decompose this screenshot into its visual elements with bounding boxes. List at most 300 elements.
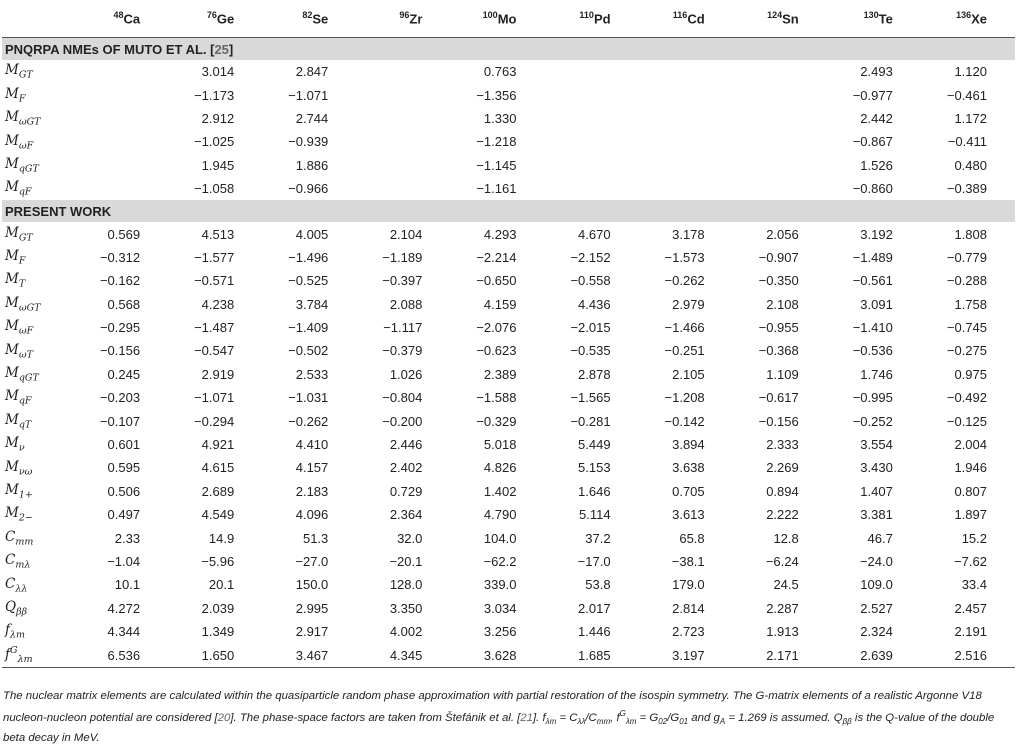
table-row — [2, 526, 1015, 549]
table-cell: 128.0 — [389, 577, 423, 593]
table-cell: 2.389 — [483, 366, 517, 382]
table-cell: 2.919 — [201, 366, 235, 382]
table-cell: −0.461 — [946, 87, 987, 103]
section-title: PNQRPA NMEs OF MUTO ET AL. [25] — [2, 38, 1015, 61]
table-cell: −0.107 — [99, 413, 141, 429]
table-row — [2, 363, 1015, 386]
table-cell: 4.096 — [295, 507, 329, 523]
row-label: $Q_{\beta\beta}$ — [5, 598, 28, 618]
column-header-mo: $^{100}$Mo — [450, 0, 544, 38]
table-cell: 4.549 — [201, 507, 235, 523]
table-cell: 150.0 — [295, 577, 329, 593]
table-cell: 4.345 — [356, 643, 450, 667]
table-cell: −0.558 — [570, 273, 611, 289]
table-cell: 4.513 — [201, 226, 235, 242]
table-cell: 1.330 — [483, 110, 517, 126]
table-cell: −1.409 — [288, 320, 329, 336]
table-cell: −0.502 — [288, 343, 329, 359]
table-cell: 4.615 — [201, 460, 235, 476]
table-row — [2, 503, 1015, 526]
table-cell: 2.039 — [201, 600, 235, 616]
table-cell: −1.466 — [664, 320, 705, 336]
table-cell: 4.344 — [107, 624, 141, 640]
table-row — [2, 433, 1015, 456]
table-cell: −1.573 — [664, 249, 705, 265]
table-cell: 1.026 — [389, 366, 423, 382]
column-header-ge: $^{76}$Ge — [168, 0, 262, 38]
header-blank — [2, 0, 74, 38]
table-cell: 3.467 — [262, 643, 356, 667]
table-cell: 32.0 — [397, 530, 423, 546]
table-cell — [356, 177, 450, 200]
table-cell: 2.088 — [389, 296, 423, 312]
table-cell: 2.493 — [860, 64, 893, 80]
row-label: $M_T$ — [5, 271, 26, 291]
table-cell: −24.0 — [859, 554, 893, 569]
table-cell: 15.2 — [961, 530, 987, 546]
table-cell: 2.878 — [578, 366, 611, 382]
table-cell: 2.446 — [389, 437, 423, 453]
table-cell: −0.623 — [476, 343, 517, 359]
row-label: $M_F$ — [5, 248, 26, 267]
table-cell: 10.1 — [114, 577, 141, 593]
table-cell: −2.152 — [570, 249, 611, 265]
table-cell: −1.071 — [194, 390, 235, 406]
table-cell — [544, 130, 638, 153]
section-title: PRESENT WORK — [2, 200, 1015, 222]
table-row — [2, 293, 1015, 316]
table-cell: −1.071 — [288, 87, 329, 103]
table-cell — [544, 83, 638, 106]
table-cell: 339.0 — [483, 577, 517, 593]
table-cell: 4.670 — [578, 226, 611, 242]
nme-table — [2, 0, 1015, 668]
table-cell: −17.0 — [577, 554, 611, 569]
table-cell: −5.96 — [201, 554, 235, 569]
table-cell: 2.287 — [766, 600, 799, 616]
section-header-present-work — [2, 200, 1015, 222]
column-header-cd: $^{116}$Cd — [639, 0, 733, 38]
table-cell: 4.436 — [578, 296, 611, 312]
table-cell: −0.281 — [570, 413, 611, 429]
table-cell: 2.017 — [578, 600, 611, 616]
table-cell: 1.446 — [578, 624, 611, 640]
table-cell: 3.430 — [860, 460, 893, 476]
table-cell: 2.171 — [733, 643, 827, 667]
table-cell: 1.650 — [168, 643, 262, 667]
row-label: $C_{\lambda\lambda}$ — [5, 575, 28, 595]
table-cell — [639, 60, 733, 83]
table-cell: −1.145 — [476, 157, 517, 173]
table-cell: −1.058 — [194, 181, 235, 197]
table-cell: 1.886 — [295, 157, 329, 173]
table-cell: 2.814 — [672, 600, 705, 616]
table-cell: 4.410 — [295, 437, 329, 453]
table-cell: −2.015 — [570, 320, 611, 336]
table-cell — [544, 107, 638, 130]
table-cell: 5.018 — [483, 437, 517, 453]
table-cell: 1.746 — [860, 366, 893, 382]
table-row — [2, 222, 1015, 245]
table-cell: 2.33 — [114, 530, 141, 546]
table-cell: 2.847 — [295, 64, 329, 80]
table-cell: 4.921 — [201, 437, 235, 453]
table-cell: −0.329 — [476, 413, 517, 429]
table-cell: −0.561 — [852, 273, 893, 289]
table-cell: 4.159 — [483, 296, 517, 312]
table-cell: 65.8 — [679, 530, 705, 546]
table-cell: −0.262 — [664, 273, 705, 289]
table-cell: −0.547 — [194, 343, 235, 359]
table-caption: The nuclear matrix elements are calculated within the quasiparticle random phase approximation with partial restoration of the isospin symmetry. The G-matrix elements of a realistic Argonne V18 nucleon-nucleon potential are considered [20]. The phase-space factors are taken from Štefánik et al. [21]. $f_{\lambda m} = C_{\lambda\lambda}/C_{mm}$, $f^G_{\lambda m} = G_{02}/G_{01}$ and $g_A = 1.269$ is assumed. $Q_{\beta\beta}$ is the Q-value of the double beta decay in MeV. — [3, 690, 995, 745]
row-label: $M_{\omega GT}$ — [5, 109, 41, 128]
table-row — [2, 409, 1015, 432]
table-row — [2, 386, 1015, 409]
table-cell: −1.565 — [570, 390, 611, 406]
table-cell: −0.275 — [946, 343, 987, 359]
table-row — [2, 107, 1015, 130]
table-cell — [544, 154, 638, 177]
table-cell: 2.402 — [389, 460, 423, 476]
column-header-xe: $^{136}$Xe — [921, 0, 1015, 38]
row-label: $f_{\lambda m}$ — [5, 622, 26, 642]
table-cell: 3.192 — [860, 226, 893, 242]
table-row — [2, 316, 1015, 339]
table-cell: −1.487 — [194, 320, 235, 336]
table-cell: 1.109 — [766, 366, 799, 382]
table-cell: 2.457 — [954, 600, 987, 616]
citation-link[interactable]: 21 — [520, 711, 533, 724]
table-cell: 2.364 — [389, 507, 423, 523]
row-label: $f^G_{\lambda m}$ — [2, 643, 74, 667]
row-label: $M_{1+}$ — [5, 481, 33, 501]
table-cell: 4.293 — [483, 226, 517, 242]
table-cell — [74, 107, 168, 130]
table-cell: 1.526 — [860, 157, 893, 173]
table-cell: 12.8 — [773, 530, 799, 546]
table-cell: −1.189 — [382, 249, 423, 265]
table-cell: −0.995 — [852, 390, 893, 406]
table-cell: −1.218 — [476, 134, 517, 150]
table-cell: −0.867 — [852, 134, 893, 150]
table-cell: 179.0 — [672, 577, 705, 593]
table-cell: 0.245 — [107, 366, 141, 382]
table-cell: −1.410 — [852, 320, 893, 336]
table-cell: −1.117 — [383, 320, 423, 336]
table-cell: −0.779 — [946, 249, 987, 265]
table-cell: −0.939 — [288, 134, 329, 150]
table-cell: 2.639 — [827, 643, 921, 667]
table-cell: 5.153 — [578, 460, 611, 476]
row-label: $C_{m\lambda}$ — [5, 552, 31, 571]
table-cell: 3.613 — [672, 507, 705, 523]
table-cell — [74, 130, 168, 153]
table-cell — [639, 83, 733, 106]
table-cell: 1.945 — [201, 157, 235, 173]
table-cell: 3.381 — [860, 507, 893, 523]
row-label: $M_{qT}$ — [5, 411, 32, 431]
table-cell: 4.005 — [295, 226, 329, 242]
table-cell: 2.527 — [860, 600, 893, 616]
table-cell: 3.197 — [639, 643, 733, 667]
table-cell: 3.554 — [860, 437, 893, 453]
table-row — [2, 456, 1015, 479]
table-cell — [733, 130, 827, 153]
table-cell: 0.763 — [483, 64, 517, 80]
table-cell: 2.104 — [389, 226, 423, 242]
table-cell: 2.744 — [295, 110, 329, 126]
row-label: $M_{\omega F}$ — [5, 318, 34, 337]
section-header-muto — [2, 38, 1015, 61]
table-cell: −0.966 — [288, 181, 329, 197]
table-cell: 0.497 — [107, 507, 141, 523]
column-header-se: $^{82}$Se — [262, 0, 356, 38]
table-cell: −0.977 — [852, 87, 893, 103]
table-cell: 1.646 — [578, 483, 611, 499]
table-cell: −0.860 — [852, 181, 893, 197]
table-cell: −27.0 — [295, 554, 329, 569]
table-cell: 5.449 — [578, 437, 611, 453]
column-header-zr: $^{96}$Zr — [356, 0, 450, 38]
table-cell: −1.496 — [288, 249, 329, 265]
column-header-pd: $^{110}$Pd — [544, 0, 638, 38]
table-cell: 2.222 — [766, 507, 799, 523]
table-row — [2, 573, 1015, 596]
citation-link[interactable]: 20 — [217, 711, 231, 724]
table-cell: −1.173 — [194, 87, 235, 103]
table-cell: −7.62 — [954, 554, 987, 569]
table-cell: 3.014 — [201, 64, 235, 80]
table-cell: 1.913 — [766, 624, 799, 640]
table-cell: −0.379 — [382, 343, 423, 359]
row-label: $M_{\nu\omega}$ — [5, 458, 33, 478]
table-cell — [356, 60, 450, 83]
table-row — [2, 643, 1015, 667]
table-cell: −0.745 — [946, 320, 987, 336]
table-cell: 3.034 — [483, 600, 517, 616]
column-header-ca: $^{48}$Ca — [74, 0, 168, 38]
table-cell: 4.272 — [107, 600, 141, 616]
table-cell: 3.638 — [672, 460, 705, 476]
table-cell — [733, 60, 827, 83]
table-cell — [74, 154, 168, 177]
table-cell: −2.076 — [476, 320, 517, 336]
table-cell: 4.157 — [295, 460, 329, 476]
table-cell: −0.368 — [758, 343, 799, 359]
table-row — [2, 550, 1015, 573]
table-cell: −62.2 — [483, 554, 517, 569]
table-cell: 1.172 — [954, 110, 987, 126]
table-cell: 2.183 — [295, 483, 329, 499]
table-cell: −1.208 — [664, 390, 705, 406]
table-cell: 14.9 — [208, 530, 235, 546]
table-cell — [733, 107, 827, 130]
table-cell — [356, 154, 450, 177]
table-cell: 24.5 — [773, 577, 799, 593]
table-cell: −0.397 — [382, 273, 423, 289]
table-cell: 2.995 — [295, 600, 329, 616]
table-cell: 6.536 — [74, 643, 168, 667]
table-cell: −6.24 — [765, 554, 799, 569]
table-cell: 2.533 — [295, 366, 329, 382]
table-cell — [733, 154, 827, 177]
table-cell — [639, 130, 733, 153]
table-cell: 3.628 — [450, 643, 544, 667]
table-cell: 1.897 — [954, 507, 987, 523]
table-cell: −1.588 — [476, 390, 517, 406]
table-cell: −38.1 — [671, 554, 705, 569]
table-cell: −2.214 — [476, 249, 517, 265]
table-cell: 2.689 — [201, 483, 235, 499]
table-cell — [639, 107, 733, 130]
row-label: $M_{qGT}$ — [5, 365, 39, 384]
table-cell: 2.442 — [860, 110, 893, 126]
table-cell — [639, 177, 733, 200]
table-cell: 2.105 — [672, 366, 705, 382]
table-cell: 2.191 — [954, 624, 987, 640]
table-cell: 1.349 — [201, 624, 235, 640]
table-cell: −1.489 — [852, 249, 893, 265]
table-cell: −0.536 — [852, 343, 893, 359]
header-row — [2, 0, 1015, 38]
table-row — [2, 60, 1015, 83]
table-cell: 3.894 — [672, 437, 705, 453]
table-cell: −0.200 — [382, 413, 423, 429]
table-cell: −0.350 — [758, 273, 799, 289]
table-row — [2, 246, 1015, 269]
table-cell: 5.114 — [578, 507, 611, 523]
column-header-sn: $^{124}$Sn — [733, 0, 827, 38]
table-cell: 0.595 — [107, 460, 141, 476]
table-cell: −0.312 — [99, 249, 141, 265]
table-cell: 3.256 — [483, 624, 517, 640]
table-cell: 2.324 — [860, 624, 893, 640]
table-cell: 2.056 — [766, 226, 799, 242]
table-cell: 109.0 — [860, 577, 893, 593]
table-cell — [356, 83, 450, 106]
table-cell: −0.156 — [99, 343, 141, 359]
table-cell: −0.617 — [758, 390, 799, 406]
table-cell: 2.269 — [766, 460, 799, 476]
table-row — [2, 597, 1015, 620]
table-cell: −0.262 — [288, 413, 329, 429]
table-cell: −0.571 — [194, 273, 235, 289]
row-label: $M_{\omega F}$ — [5, 132, 34, 152]
table-cell: 4.238 — [201, 296, 235, 312]
table-cell: −1.356 — [476, 87, 517, 103]
row-label: $M_{\omega GT}$ — [5, 294, 41, 314]
table-cell: −0.252 — [852, 413, 893, 429]
row-label: $M_\nu$ — [5, 435, 25, 454]
table-row — [2, 154, 1015, 177]
table-cell: −0.203 — [99, 390, 141, 406]
table-cell: 51.3 — [302, 530, 329, 546]
row-label: $M_{GT}$ — [5, 62, 33, 82]
table-cell: 33.4 — [961, 577, 987, 593]
table-cell: −0.294 — [194, 413, 235, 429]
table-cell: 2.912 — [201, 110, 235, 126]
table-cell: 0.705 — [672, 483, 705, 499]
table-cell: 37.2 — [585, 530, 611, 546]
table-cell: −1.025 — [194, 134, 235, 150]
table-cell: −1.577 — [194, 249, 235, 265]
table-cell: 53.8 — [585, 577, 611, 593]
table-cell: 0.729 — [389, 483, 423, 499]
table-cell: 104.0 — [483, 530, 517, 546]
table-cell: 1.946 — [954, 460, 987, 476]
table-cell: 2.108 — [766, 296, 799, 312]
table-cell: −0.156 — [758, 413, 799, 429]
table-cell: 2.979 — [672, 296, 705, 312]
table-cell: 1.402 — [483, 483, 517, 499]
table-cell — [356, 130, 450, 153]
table-row — [2, 620, 1015, 643]
table-cell — [733, 83, 827, 106]
table-cell: 3.091 — [860, 296, 893, 312]
table-cell: 4.790 — [483, 507, 517, 523]
table-cell: 0.975 — [954, 366, 987, 382]
table-cell: 4.826 — [483, 460, 517, 476]
table-cell: −0.535 — [570, 343, 611, 359]
table-cell: 3.350 — [389, 600, 423, 616]
table-cell: −0.955 — [758, 320, 799, 336]
table-cell: 2.917 — [295, 624, 329, 640]
table-cell — [74, 177, 168, 200]
table-cell: −0.162 — [99, 273, 141, 289]
table-row — [2, 83, 1015, 106]
row-label: $M_{qGT}$ — [5, 155, 39, 175]
table-cell: −0.251 — [664, 343, 705, 359]
table-row — [2, 130, 1015, 153]
table-row — [2, 269, 1015, 292]
table-cell: −1.161 — [476, 181, 517, 197]
row-label: $M_{qF}$ — [5, 388, 32, 408]
table-cell — [639, 154, 733, 177]
table-cell — [544, 60, 638, 83]
table-cell: 2.723 — [672, 624, 705, 640]
table-cell: 1.120 — [954, 64, 987, 80]
table-cell: 1.407 — [860, 483, 893, 499]
citation-link[interactable]: 25 — [214, 41, 229, 57]
table-cell: 1.685 — [544, 643, 638, 667]
table-cell: −0.650 — [476, 273, 517, 289]
table-cell: 1.808 — [954, 226, 987, 242]
table-cell: 0.506 — [107, 483, 141, 499]
table-cell: 20.1 — [208, 577, 235, 593]
table-cell: −0.411 — [947, 134, 987, 150]
table-cell: −20.1 — [389, 554, 423, 569]
table-cell: 4.002 — [389, 624, 423, 640]
table-cell: 2.004 — [954, 437, 987, 453]
table-cell: 2.333 — [766, 437, 799, 453]
row-label: $M_{GT}$ — [5, 224, 33, 244]
table-row — [2, 339, 1015, 362]
table-cell — [356, 107, 450, 130]
table-cell: 3.784 — [295, 296, 329, 312]
table-cell: −0.295 — [99, 320, 141, 336]
table-cell: 0.894 — [766, 483, 799, 499]
table-cell: −0.288 — [946, 273, 987, 289]
table-cell: −0.804 — [382, 390, 423, 406]
table-cell: 2.516 — [921, 643, 1015, 667]
table-cell: −0.907 — [758, 249, 799, 265]
table-cell: −0.492 — [946, 390, 987, 406]
table-cell: 0.480 — [954, 157, 987, 173]
table-cell: 1.758 — [954, 296, 987, 312]
table-cell: −0.389 — [946, 181, 987, 197]
row-label: $M_{qF}$ — [5, 179, 32, 198]
table-cell — [74, 83, 168, 106]
